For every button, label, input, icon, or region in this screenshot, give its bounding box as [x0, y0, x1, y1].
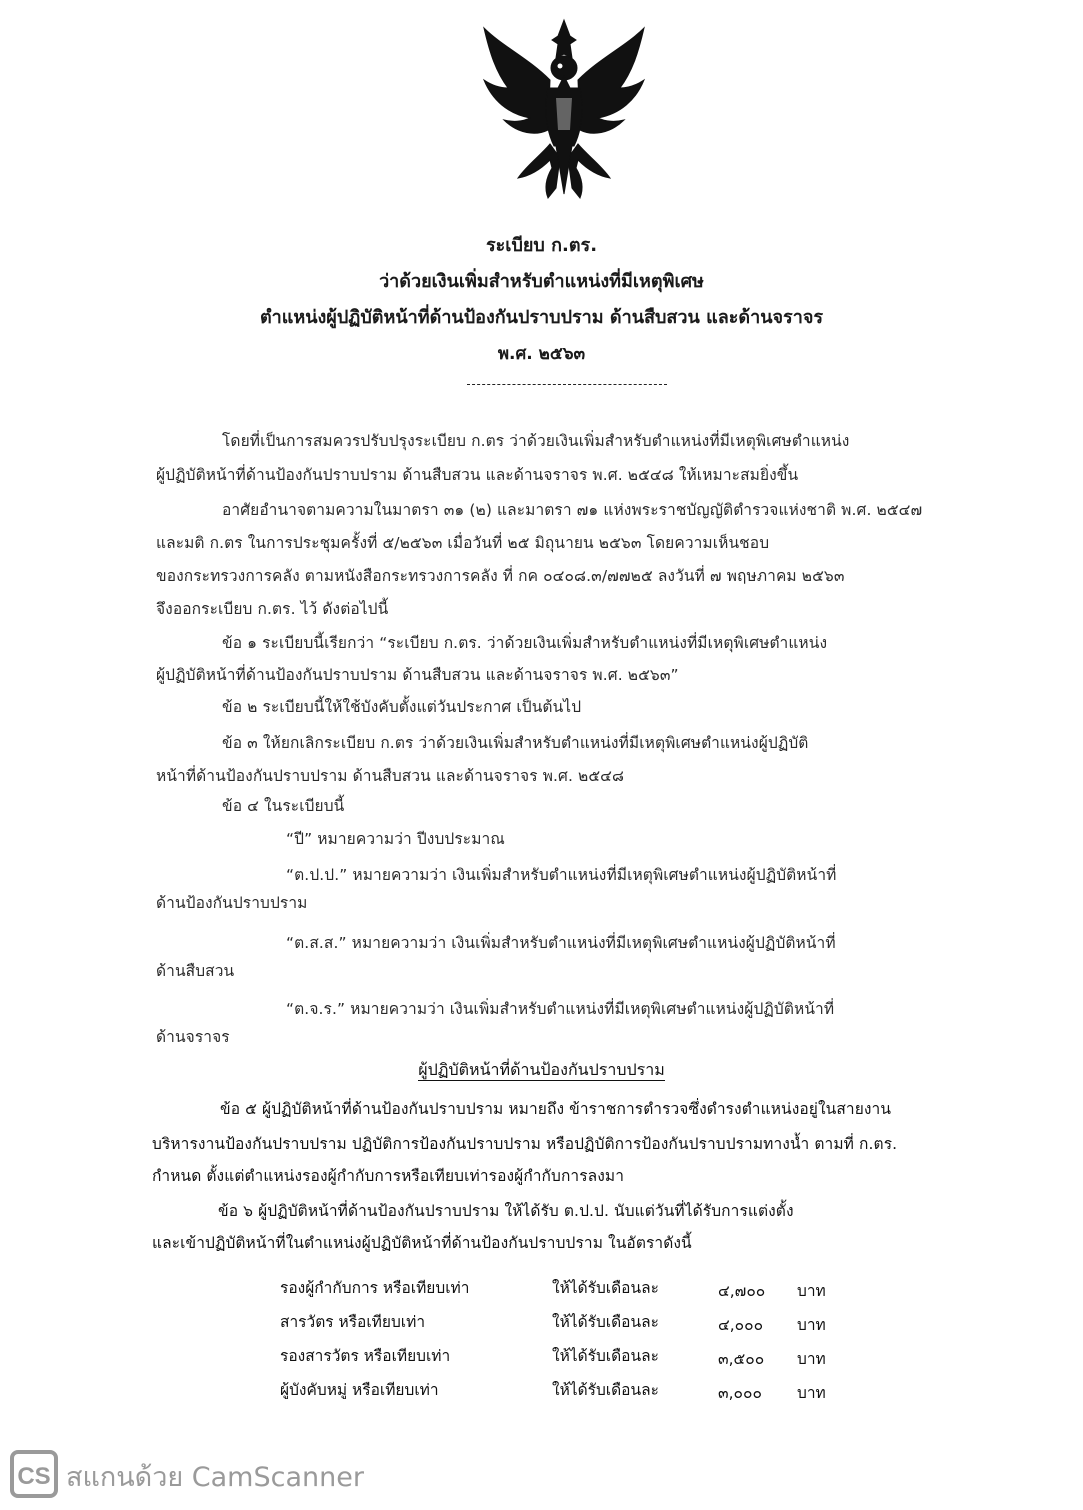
- section-subheading-text: ผู้ปฏิบัติหน้าที่ด้านป้องกันปราบปราม: [418, 1060, 665, 1079]
- rate-position: รองสารวัตร หรือเทียบเท่า: [280, 1347, 451, 1365]
- body-line: ผู้ปฏิบัติหน้าที่ด้านป้องกันปราบปราม ด้านสืบสวน และด้านจราจร พ.ศ. ๒๕๔๘ ให้เหมาะสมยิ่งขึ้น: [156, 466, 799, 484]
- body-line: โดยที่เป็นการสมควรปรับปรุงระเบียบ ก.ตร ว่าด้วยเงินเพิ่มสำหรับตำแหน่งที่มีเหตุพิเศษตำแหน่ง: [222, 432, 850, 450]
- section-subheading: [0, 1058, 1083, 1083]
- camscanner-watermark: สแกนด้วย CamScanner: [66, 1462, 364, 1493]
- body-line: อาศัยอำนาจตามความในมาตรา ๓๑ (๒) และมาตรา ๗๑ แห่งพระราชบัญญัติตำรวจแห่งชาติ พ.ศ. ๒๕๔๗: [222, 501, 923, 519]
- rate-phrase: ให้ได้รับเดือนละ: [552, 1347, 659, 1365]
- clause-1: ข้อ ๑ ระเบียบนี้เรียกว่า “ระเบียบ ก.ตร. ว่าด้วยเงินเพิ่มสำหรับตำแหน่งที่มีเหตุพิเศษตำแหน่ง: [222, 634, 828, 652]
- title-separator: [467, 384, 667, 385]
- body-line: บริหารงานป้องกันปราบปราม ปฏิบัติการป้องกันปราบปราม หรือปฏิบัติการป้องกันปราบปรามทางน้ำ ตามที่ ก.ตร.: [152, 1135, 898, 1153]
- clause-5: ข้อ ๕ ผู้ปฏิบัติหน้าที่ด้านป้องกันปราบปราม หมายถึง ข้าราชการตำรวจซึ่งดำรงตำแหน่งอยู่ในสายงาน: [220, 1100, 892, 1118]
- clause-6: ข้อ ๖ ผู้ปฏิบัติหน้าที่ด้านป้องกันปราบปราม ให้ได้รับ ต.ป.ป. นับแต่วันที่ได้รับการแต่งตั้ง: [218, 1202, 794, 1220]
- definition-tss: “ต.ส.ส.” หมายความว่า เงินเพิ่มสำหรับตำแหน่งที่มีเหตุพิเศษตำแหน่งผู้ปฏิบัติหน้าที่: [286, 934, 836, 952]
- body-line: จึงออกระเบียบ ก.ตร. ไว้ ดังต่อไปนี้: [156, 600, 389, 618]
- garuda-emblem-icon: [478, 18, 650, 203]
- body-line: ของกระทรวงการคลัง ตามหนังสือกระทรวงการคลัง ที่ กค ๐๔๐๘.๓/๗๗๒๕ ลงวันที่ ๗ พฤษภาคม ๒๕๖๓: [156, 567, 845, 585]
- body-line: และมติ ก.ตร ในการประชุมครั้งที่ ๕/๒๕๖๓ เมื่อวันที่ ๒๕ มิถุนายน ๒๕๖๓ โดยความเห็นชอบ: [156, 534, 770, 552]
- body-line: ด้านป้องกันปราบปราม: [156, 894, 308, 912]
- rate-phrase: ให้ได้รับเดือนละ: [552, 1381, 659, 1399]
- definition-tjr: “ต.จ.ร.” หมายความว่า เงินเพิ่มสำหรับตำแหน่งที่มีเหตุพิเศษตำแหน่งผู้ปฏิบัติหน้าที่: [286, 1000, 835, 1018]
- body-line: และเข้าปฏิบัติหน้าที่ในตำแหน่งผู้ปฏิบัติหน้าที่ด้านป้องกันปราบปราม ในอัตราดังนี้: [152, 1234, 692, 1252]
- rate-phrase: ให้ได้รับเดือนละ: [552, 1313, 659, 1331]
- clause-2: ข้อ ๒ ระเบียบนี้ให้ใช้บังคับตั้งแต่วันประกาศ เป็นต้นไป: [222, 698, 582, 716]
- rate-position: ผู้บังคับหมู่ หรือเทียบเท่า: [280, 1381, 439, 1399]
- document-title-line-2: ว่าด้วยเงินเพิ่มสำหรับตำแหน่งที่มีเหตุพิเศษ: [379, 271, 704, 292]
- rate-unit: บาท: [797, 1384, 826, 1402]
- rate-amount: ๓,๐๐๐: [718, 1384, 762, 1402]
- rate-position: สารวัตร หรือเทียบเท่า: [280, 1313, 426, 1331]
- rate-amount: ๔,๐๐๐: [718, 1316, 764, 1334]
- rate-unit: บาท: [797, 1350, 826, 1368]
- rate-unit: บาท: [797, 1282, 826, 1300]
- rate-amount: ๓,๕๐๐: [718, 1350, 765, 1368]
- rate-amount: ๔,๗๐๐: [718, 1282, 766, 1300]
- clause-3: ข้อ ๓ ให้ยกเลิกระเบียบ ก.ตร ว่าด้วยเงินเพิ่มสำหรับตำแหน่งที่มีเหตุพิเศษตำแหน่งผู้ปฏิบัติ: [222, 734, 809, 752]
- rate-unit: บาท: [797, 1316, 826, 1334]
- body-line: กำหนด ตั้งแต่ตำแหน่งรองผู้กำกับการหรือเทียบเท่ารองผู้กำกับการลงมา: [152, 1167, 625, 1185]
- camscanner-logo-text: CS: [17, 1463, 51, 1490]
- rate-position: รองผู้กำกับการ หรือเทียบเท่า: [280, 1279, 470, 1297]
- body-line: ผู้ปฏิบัติหน้าที่ด้านป้องกันปราบปราม ด้านสืบสวน และด้านจราจร พ.ศ. ๒๕๖๓”: [156, 666, 679, 684]
- document-year: พ.ศ. ๒๕๖๓: [497, 344, 586, 364]
- document-title-line-3: ตำแหน่งผู้ปฏิบัติหน้าที่ด้านป้องกันปราบปราม ด้านสืบสวน และด้านจราจร: [259, 307, 824, 328]
- document-title-line-1: ระเบียบ ก.ตร.: [485, 235, 598, 256]
- clause-4: ข้อ ๔ ในระเบียบนี้: [222, 797, 345, 815]
- rate-phrase: ให้ได้รับเดือนละ: [552, 1279, 659, 1297]
- camscanner-logo-icon: [10, 1450, 58, 1498]
- definition-tpp: “ต.ป.ป.” หมายความว่า เงินเพิ่มสำหรับตำแหน่งที่มีเหตุพิเศษตำแหน่งผู้ปฏิบัติหน้าที่: [286, 866, 837, 884]
- definition-year: “ปี” หมายความว่า ปีงบประมาณ: [286, 830, 505, 848]
- body-line: ด้านสืบสวน: [156, 962, 235, 980]
- body-line: หน้าที่ด้านป้องกันปราบปราม ด้านสืบสวน และด้านจราจร พ.ศ. ๒๕๔๘: [156, 767, 625, 785]
- body-line: ด้านจราจร: [156, 1028, 230, 1046]
